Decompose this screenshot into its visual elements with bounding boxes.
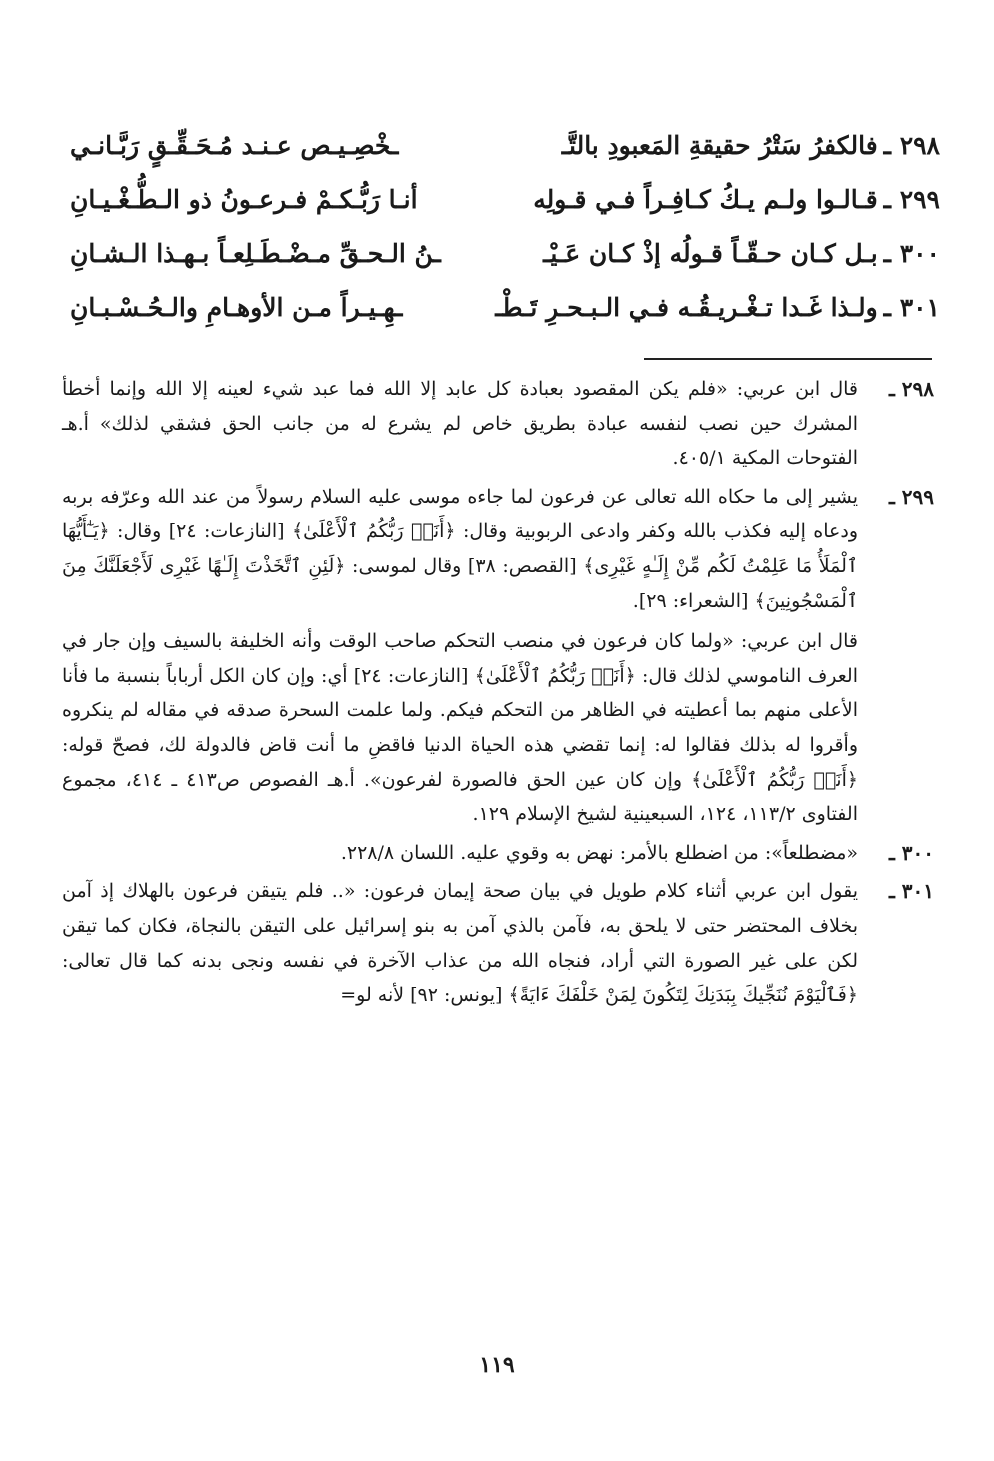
footnote-paragraph: «مضطلعاً»: من اضطلع بالأمر: نهض به وقوي عليه. اللسان ٢٢٨/٨.	[340, 841, 858, 864]
verse-sadr-text: ولـذا غَـدا تـغْـريـقُـه فـي الـبـحـرِ تَـطْـ	[495, 292, 878, 322]
verse-first-hemistich	[490, 131, 940, 160]
page-number: ١١٩	[479, 1352, 515, 1378]
verse-first-hemistich	[490, 239, 940, 268]
verse-row	[70, 226, 940, 280]
footnote	[62, 372, 934, 476]
verse-sadr-text: فالكفرُ سَتْرُ حقيقةِ المَعبودِ بالتَّـ	[561, 130, 878, 160]
poem-verses	[70, 118, 940, 334]
footnote-number: ٣٠٠ ـ	[888, 840, 934, 865]
footnote	[62, 480, 934, 832]
footnote-paragraph: قال ابن عربي: «فلم يكن المقصود بعبادة كل عابد إلا الله فما عبد شيء لعينه إلا الله وإنما أخطأ المشرك حين نصب لنفسه عبادة بطريق خاص لم يشرع له من جانب الحق فشقي لذلك» أ.هـ الفتوحات المكية ٤٠٥/١.	[62, 378, 858, 470]
footnote-number: ٣٠١ ـ	[888, 879, 934, 904]
footnote-separator	[644, 358, 932, 360]
verse-first-hemistich	[490, 293, 940, 322]
footnote	[62, 874, 934, 1012]
verse-second-hemistich: ـنُ الـحـقِّ مـضْـطَـلِعـاً بـهـذا الـشـانِ	[70, 238, 441, 268]
verse-row	[70, 280, 940, 334]
verse-number: ٣٠٠ ـ	[883, 238, 940, 268]
verse-first-hemistich	[490, 185, 940, 214]
verse-second-hemistich: ـخْصِـيـص عـنـد مُـحَـقِّـقٍ رَبَّـانـي	[70, 130, 399, 160]
footnote-number: ٢٩٨ ـ	[888, 377, 934, 401]
verse-row	[70, 118, 940, 172]
footnote-body	[62, 836, 858, 871]
verse-number: ٢٩٨ ـ	[883, 130, 940, 160]
footnote-body	[62, 372, 858, 476]
footnote	[62, 836, 934, 871]
footnote-body	[62, 874, 858, 1012]
verse-second-hemistich: أنـا رَبُّـكـمْ فـرعـونُ ذو الـطُّـغْـيـانِ	[70, 184, 418, 214]
footnote-paragraph: قال ابن عربي: «ولما كان فرعون في منصب التحكم صاحب الوقت وأنه الخليفة بالسيف وإن جار في العرف الناموسي لذلك قال: ﴿أَنَا۠ رَبُّكُمُ ٱلْأَعْلَىٰ﴾ [النازعات: ٢٤] أي: وإن كان الكل أرباباً بنسبة ما فأنا الأعلى منهم بما أعطيته في الظاهر من التحكم فيكم. ولما علمت السحرة صدقه في مقاله لم ينكروه وأقروا له بذلك فقالوا له: إنما تقضي هذه الحياة الدنيا فاقضِ ما أنت قاض فالدولة لك، فصحّ قوله: ﴿أَنَا۠ رَبُّكُمُ ٱلْأَعْلَىٰ﴾ وإن كان عين الحق فالصورة لفرعون». أ.هـ الفصوص ص٤١٣ ـ ٤١٤، مجموع الفتاوى ١١٣/٢، ١٢٤، السبعينية لشيخ الإسلام ١٢٩.	[62, 630, 858, 826]
verse-number: ٣٠١ ـ	[883, 292, 940, 322]
footnote-paragraph: يقول ابن عربي أثناء كلام طويل في بيان صحة إيمان فرعون: «.. فلم يتيقن فرعون بالهلاك إذ آمن بخلاف المحتضر حتى لا يلحق به، فآمن بالذي آمن به بنو إسرائيل على التيقن بالنجاة، فكان كما تيقن لكن على غير الصورة التي أراد، فنجاه الله من عذاب الآخرة في نفسه ونجى بدنه كما قال تعالى: ﴿فَٱلْيَوْمَ نُنَجِّيكَ بِبَدَنِكَ لِتَكُونَ لِمَنْ خَلْفَكَ ءَايَةً﴾ [يونس: ٩٢] لأنه لو=	[62, 880, 858, 1007]
footnotes	[62, 372, 934, 1017]
verse-number: ٢٩٩ ـ	[883, 184, 940, 214]
verse-sadr-text: قـالـوا ولـم يـكُ كـافِـراً فـي قـولِه	[533, 184, 878, 214]
verse-sadr-text: بـل كـان حـقّـاً قـولُه إذْ كـان عَـيْـ	[543, 238, 878, 268]
footnote-body	[62, 480, 858, 832]
footnote-paragraph: يشير إلى ما حكاه الله تعالى عن فرعون لما جاءه موسى عليه السلام رسولاً من عند الله وعرّفه بربه ودعاه إليه فكذب بالله وكفر وادعى الربوبية وقال: ﴿أَنَا۠ رَبُّكُمُ ٱلْأَعْلَىٰ﴾ [النازعات: ٢٤] وقال: ﴿يَـٰٓأَيُّهَا ٱلْمَلَأُ مَا عَلِمْتُ لَكُم مِّنْ إِلَـٰهٍ غَيْرِى﴾ [القصص: ٣٨] وقال لموسى: ﴿لَئِنِ ٱتَّخَذْتَ إِلَـٰهًا غَيْرِى لَأَجْعَلَنَّكَ مِنَ ٱلْمَسْجُونِينَ﴾ [الشعراء: ٢٩].	[62, 485, 858, 612]
verse-second-hemistich: ـهِـيـراً مـن الأوهـامِ والـحُـسْـبـانِ	[70, 292, 403, 322]
footnote-number: ٢٩٩ ـ	[888, 484, 934, 509]
verse-row	[70, 172, 940, 226]
